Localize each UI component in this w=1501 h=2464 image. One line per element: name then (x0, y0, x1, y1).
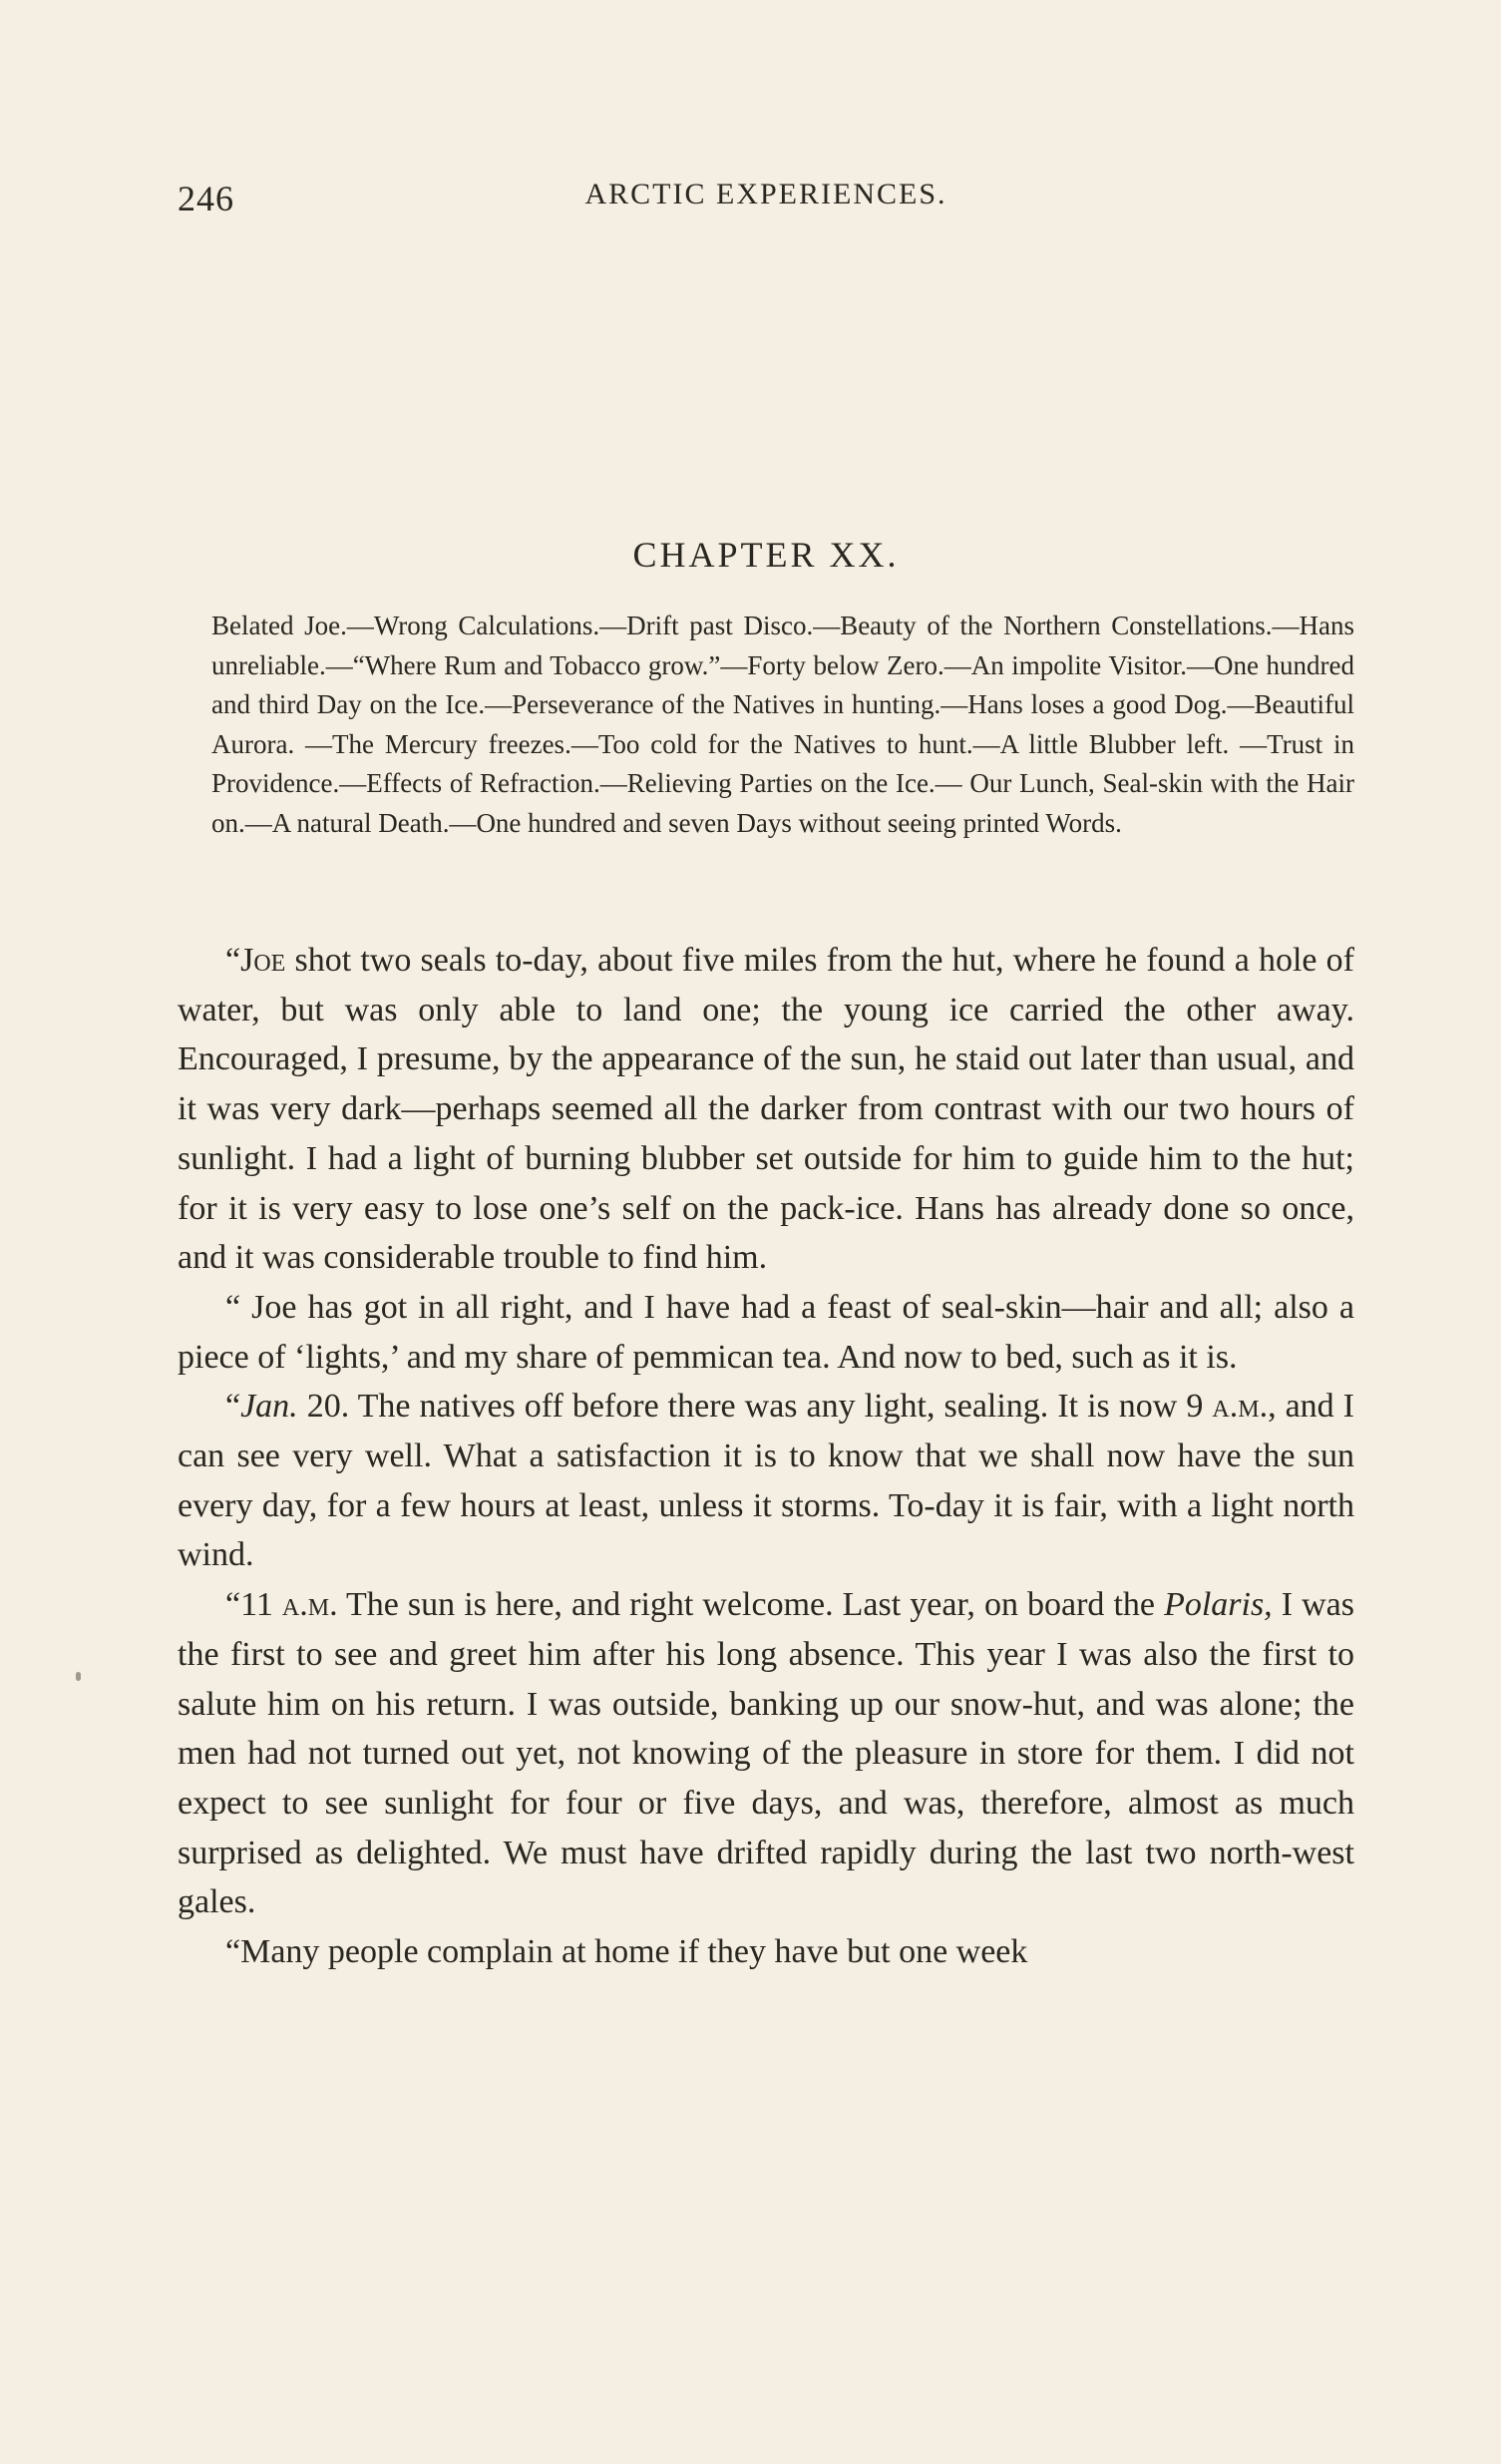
open-quote: “11 (225, 1586, 282, 1624)
paragraph-text: The sun is here, and right welcome. Last year, on board the (337, 1586, 1165, 1624)
running-title: ARCTIC EXPERIENCES. (584, 178, 947, 210)
paragraph-1 (178, 936, 1354, 1283)
margin-mark (76, 1672, 81, 1681)
paragraph-text: I was the first to see and greet him after his long absence. This year I was also the first to salute him on his return. I was outside, banking up our snow-hut, and was alone; the men had not turned out yet, not knowing of the pleasure in store for them. I did not expect to see sunlight for four or five days, and was, therefore, almost as much surprised as delighted. We must have drifted rapidly during the last two north-west gales. (178, 1586, 1354, 1921)
paragraph-text: 20. The natives off before there was any light, sealing. It is now 9 (297, 1388, 1213, 1426)
open-quote: “ (225, 1388, 241, 1426)
date-italic: Jan. (240, 1388, 298, 1426)
time-small-caps: a.m. (281, 1586, 338, 1624)
body-text (178, 936, 1354, 1977)
chapter-title: CHAPTER XX. (632, 535, 900, 575)
paragraph-text: shot two seals to-day, about five miles from the hut, where he found a hole of water, but was only able to land one; the young ice carried the other away. Encouraged, I presume, by the appearance of the sun, he staid out later than usual, and it was very dark—perhaps seemed all the darker from contrast with our two hours of sunlight. I had a light of burning blubber set outside for him to guide him to the hut; for it is very easy to lose one’s self on the pack-ice. Hans has already done so once, and it was considerable trouble to find him. (178, 942, 1354, 1277)
chapter-synopsis: Belated Joe.—Wrong Calculations.—Drift past Disco.—Beauty of the Northern Constellations.—Hans unreliable.—“Where Rum and Tobacco grow.”—Forty below Zero.—An impolite Visitor.—One hundred and third Day on the Ice.—Perseverance of the Natives in hunting.—Hans loses a good Dog.—Beautiful Aurora. —The Mercury freezes.—Too cold for the Natives to hunt.—A little Blubber left. —Trust in Providence.—Effects of Refraction.—Relieving Parties on the Ice.— Our Lunch, Seal-skin with the Hair on.—A natural Death.—One hundred and seven Days without seeing printed Words. (211, 611, 1354, 838)
time-small-caps: a.m. (1212, 1388, 1269, 1426)
paragraph-2: “ Joe has got in all right, and I have had a feast of seal-skin—hair and all; also a piece of ‘lights,’ and my share of pemmican tea. And now to bed, such as it is. (178, 1288, 1354, 1376)
paragraph-text: , and I can see very well. What a satisfaction it is to know that we shall now have the sun every day, for a few hours at least, unless it storms. To-day it is fair, with a light north wind. (178, 1388, 1355, 1574)
paragraph-5: “Many people complain at home if they have but one week (225, 1933, 1028, 1971)
ship-name-italic: Polaris, (1164, 1586, 1273, 1624)
running-head (178, 168, 1354, 227)
paragraph-3 (178, 1382, 1354, 1580)
paragraph-4 (178, 1580, 1354, 1927)
page-number: 246 (178, 179, 234, 218)
open-quote: “ (225, 942, 241, 979)
name-small-caps: Joe (240, 942, 286, 979)
